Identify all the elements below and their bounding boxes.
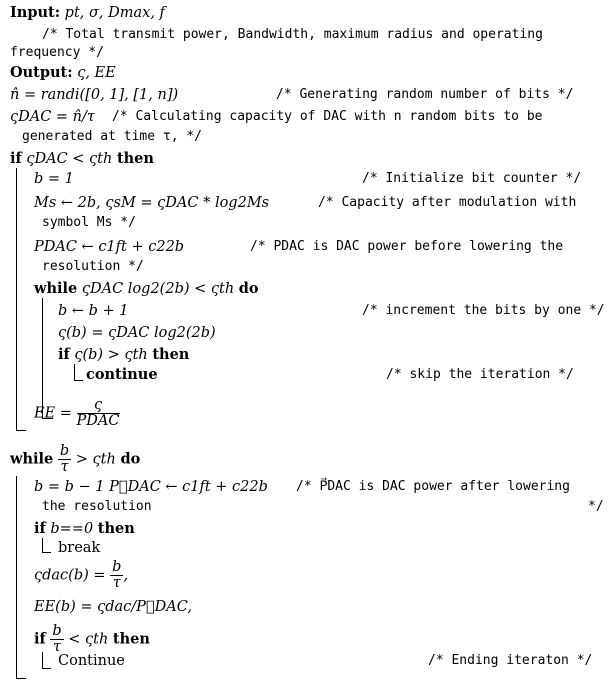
- capacity-comment-1: /* Calculating capacity of DAC with n random bits to be: [112, 109, 543, 124]
- capacity-b-statement: ς(b) = ςDAC log2(2b): [58, 325, 216, 341]
- if-condition: b==0: [50, 521, 94, 537]
- ee-numerator: ς: [77, 398, 120, 414]
- break-statement: break: [58, 540, 101, 556]
- input-comment-1: /* Total transmit power, Bandwidth, maximum radius and operating: [42, 27, 543, 42]
- output-vars: ς, EE: [77, 65, 116, 81]
- then-keyword: then: [116, 150, 154, 167]
- pdac-comment-1: /* PDAC is DAC power before lowering the: [250, 239, 564, 254]
- continue-hook: [42, 652, 51, 669]
- sdac-denominator: τ: [112, 575, 121, 591]
- while-fraction: [58, 444, 71, 475]
- while-numerator: b: [59, 443, 70, 459]
- ee-lhs: EE =: [34, 405, 72, 422]
- ee-denominator: PDAC: [76, 413, 120, 429]
- while-block-bar: [16, 476, 17, 678]
- sdac-numerator: b: [112, 559, 122, 575]
- capacity-statement: ςDAC = n̂/τ: [10, 109, 95, 125]
- ee-fraction: [77, 398, 120, 429]
- if-zero-line: [34, 520, 135, 538]
- if-keyword: if: [58, 346, 70, 363]
- capacity-comment-2: generated at time τ, */: [22, 129, 203, 144]
- if-keyword: if: [34, 630, 46, 648]
- modulation-statement: Ms ← 2b, ςsM = ςDAC * log2Ms: [34, 195, 270, 211]
- then-keyword: then: [97, 520, 135, 537]
- ee-statement: [34, 398, 120, 429]
- if-block-bar: [16, 168, 17, 430]
- while-denominator: τ: [60, 459, 69, 475]
- decrement-comment-3: */: [588, 499, 604, 514]
- while-keyword: while: [10, 450, 54, 468]
- while-keyword: while: [34, 280, 78, 297]
- bit-counter-comment: /* Initialize bit counter */: [362, 171, 582, 186]
- increment-comment: /* increment the bits by one */: [362, 303, 605, 318]
- if-denominator: τ: [52, 639, 62, 655]
- sdac-statement: ςdac(b) = $\frac{b}{\tau}$ ,: [34, 559, 129, 591]
- output-label: Output:: [10, 64, 73, 81]
- input-vars: pt, σ, Dmax, f: [64, 5, 165, 21]
- do-keyword: do: [120, 450, 141, 468]
- while-block-end: [16, 678, 26, 679]
- while-capacity-line: [34, 280, 259, 298]
- continue-statement: continue: [86, 366, 158, 383]
- continue-hook: [74, 364, 83, 381]
- input-label: Input:: [10, 4, 61, 21]
- input-line: [10, 4, 165, 22]
- bit-counter-init: b = 1: [34, 171, 74, 187]
- skip-comment: /* skip the iteration */: [386, 367, 574, 382]
- modulation-comment-1: /* Capacity after modulation with: [318, 195, 577, 210]
- if-condition: < ςth: [68, 631, 109, 648]
- sdac-lhs: ςdac(b) =: [34, 567, 106, 584]
- ee-b-statement: EE(b) = ςdac/P⃗DAC,: [34, 599, 192, 615]
- decrement-comment-1: /* P⃗DAC is DAC power after lowering: [296, 479, 570, 494]
- if-cb-line: [58, 346, 189, 364]
- if-condition: ς(b) > ςth: [74, 347, 148, 363]
- if-numerator: b: [52, 623, 62, 639]
- randi-comment: /* Generating random number of bits */: [276, 87, 574, 102]
- while-condition: ςDAC log2(2b) < ςth: [81, 281, 235, 297]
- ending-comment: /* Ending iteraton */: [428, 653, 593, 668]
- pdac-statement: PDAC ← c1ft + c22b: [34, 239, 185, 255]
- if-keyword: if: [10, 150, 22, 167]
- do-keyword: do: [238, 280, 259, 297]
- while-ratio-line: [10, 444, 140, 475]
- pdac-comment-2: resolution */: [42, 259, 144, 274]
- increment-statement: b ← b + 1: [58, 303, 129, 319]
- then-keyword: then: [152, 346, 190, 363]
- if-fraction: [50, 624, 63, 655]
- randi-statement: n̂ = randi([0, 1], [1, n]): [10, 87, 179, 103]
- decrement-statement: b = b − 1 P⃗DAC ← c1ft + c22b: [34, 479, 268, 495]
- decrement-comment-2: the resolution: [42, 499, 152, 514]
- output-line: [10, 64, 116, 82]
- while-condition: > ςth: [75, 451, 116, 468]
- modulation-comment-2: symbol Ms */: [42, 215, 136, 230]
- if-keyword: if: [34, 520, 46, 537]
- input-comment-2: frequency */: [10, 45, 104, 60]
- if-block-end: [16, 430, 26, 431]
- continue-statement-2: Continue: [58, 653, 125, 669]
- if-capacity-line: [10, 150, 154, 168]
- if-condition: ςDAC < ςth: [26, 151, 113, 167]
- then-keyword: then: [112, 630, 150, 648]
- sdac-fraction: [110, 560, 123, 591]
- if-ratio-line: [34, 624, 150, 655]
- break-hook: [42, 538, 51, 553]
